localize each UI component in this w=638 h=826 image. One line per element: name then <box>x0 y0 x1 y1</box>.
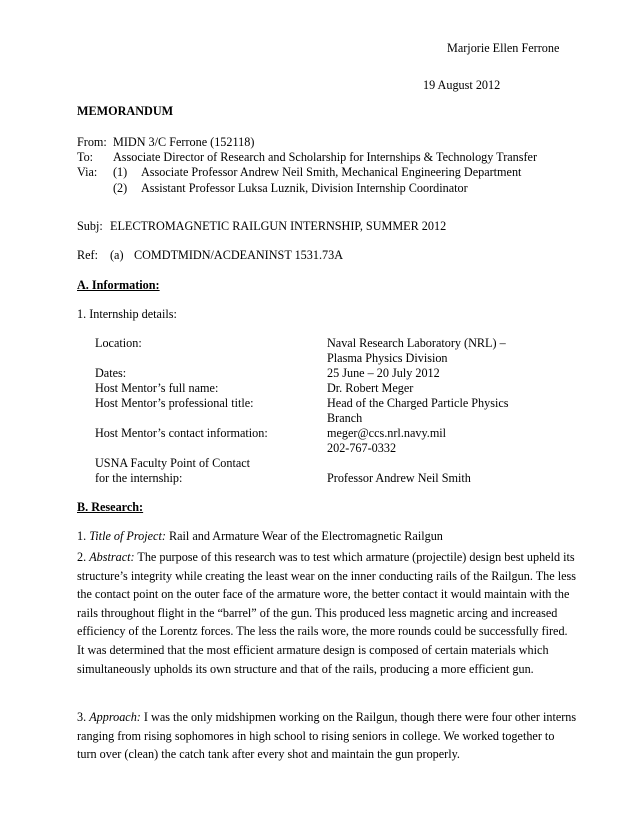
project-title-label: Title of Project: <box>89 529 166 543</box>
ref-label: Ref: <box>77 248 98 262</box>
to-value: Associate Director of Research and Scholarship for Internships & Technology Transfer <box>113 150 538 164</box>
location-value-2: Plasma Physics Division <box>327 351 448 365</box>
faculty-label-1: USNA Faculty Point of Contact <box>95 456 251 470</box>
dates-label: Dates: <box>95 366 127 380</box>
via-item-2-text: Assistant Professor Luksa Luznik, Division Internship Coordinator <box>141 181 468 195</box>
from-value: MIDN 3/C Ferrone (152118) <box>113 135 255 149</box>
project-title-num: 1. <box>77 529 87 543</box>
via-item-1-num: (1) <box>113 165 128 179</box>
memo-title: MEMORANDUM <box>77 104 174 118</box>
approach-num: 3. <box>77 710 87 724</box>
mentor-name-label: Host Mentor’s full name: <box>95 381 219 395</box>
abstract-num: 2. <box>77 550 87 564</box>
via-label: Via: <box>77 165 98 179</box>
abstract-label: Abstract: <box>89 550 135 564</box>
faculty-value: Professor Andrew Neil Smith <box>327 471 471 485</box>
section-b-heading: B. Research: <box>77 500 144 514</box>
faculty-label-2: for the internship: <box>95 471 183 485</box>
ref-num: (a) <box>110 248 124 262</box>
abstract-paragraph <box>77 548 577 678</box>
via-item-2-num: (2) <box>113 181 128 195</box>
internship-details-item: 1. Internship details: <box>77 307 177 321</box>
abstract-text: The purpose of this research was to test which armature (projectile) design best upheld its structure’s integrity while creating the least wear on the inner conducting rails of the Railgun. The less the contact point on the outer face of the armature wore, the better contact it would maintain with the rails throughout flight in the “barrel” of the gun. This produced less magnetic arcing and increased efficiency of the Lorentz forces. The less the rails wore, the more rounds could be successfully fired. It was determined that the most efficient armature design is composed of certain materials which simultaneously upholds its own structure and that of the rails, producing a more efficient gun. <box>77 550 576 676</box>
author-name: Marjorie Ellen Ferrone <box>447 41 560 55</box>
mentor-contact-label: Host Mentor’s contact information: <box>95 426 268 440</box>
approach-paragraph <box>77 708 577 764</box>
project-title-value: Rail and Armature Wear of the Electromagnetic Railgun <box>168 529 443 543</box>
section-a-heading: A. Information: <box>77 278 160 292</box>
mentor-title-value-1: Head of the Charged Particle Physics <box>327 396 509 410</box>
approach-label: Approach: <box>89 710 141 724</box>
subj-value: ELECTROMAGNETIC RAILGUN INTERNSHIP, SUMMER 2012 <box>110 219 447 233</box>
mentor-title-label: Host Mentor’s professional title: <box>95 396 254 410</box>
mentor-title-value-2: Branch <box>327 411 363 425</box>
subj-label: Subj: <box>77 219 103 233</box>
via-item-1-text: Associate Professor Andrew Neil Smith, Mechanical Engineering Department <box>141 165 522 179</box>
to-label: To: <box>77 150 94 164</box>
approach-text: I was the only midshipmen working on the Railgun, though there were four other interns ranging from rising sophomores in high school to rising seniors in college. We worked together to turn over (clean) the catch tank after every shot and maintain the gun properly. <box>77 710 577 762</box>
location-label: Location: <box>95 336 142 350</box>
memo-date: 19 August 2012 <box>423 78 501 92</box>
dates-value: 25 June – 20 July 2012 <box>327 366 440 380</box>
mentor-phone: 202-767-0332 <box>327 441 397 455</box>
mentor-email: meger@ccs.nrl.navy.mil <box>327 426 447 440</box>
from-label: From: <box>77 135 107 149</box>
mentor-name-value: Dr. Robert Meger <box>327 381 414 395</box>
ref-value: COMDTMIDN/ACDEANINST 1531.73A <box>134 248 343 262</box>
project-title-line <box>77 529 443 544</box>
location-value-1: Naval Research Laboratory (NRL) – <box>327 336 506 350</box>
